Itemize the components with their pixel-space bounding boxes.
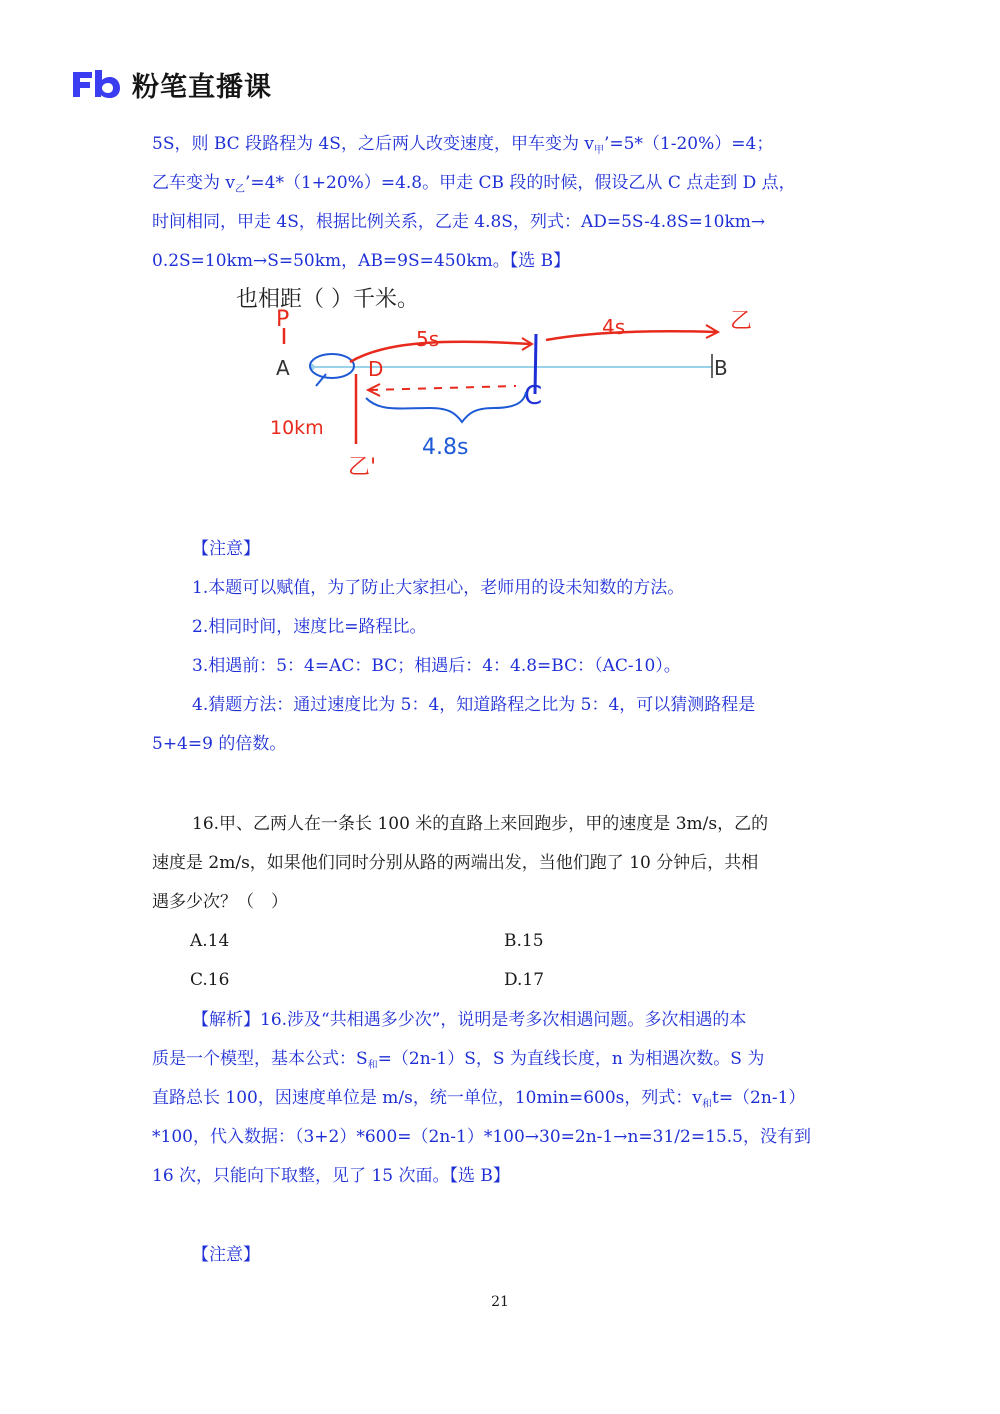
- label-yi-prime: 乙': [348, 455, 377, 480]
- distance-diagram: [230, 282, 770, 492]
- solution-line-3: 时间相同，甲走 4S，根据比例关系，乙走 4.8S，列式：AD=5S-4.8S=10km→: [152, 212, 766, 232]
- notes1-item-4: 4.猜题方法：通过速度比为 5：4，知道路程之比为 5：4，可以猜测路程是: [192, 695, 756, 715]
- label-10km: 10km: [270, 417, 324, 439]
- solution-line-1: 5S，则 BC 段路程为 4S，之后两人改变速度，甲车变为 $v_甲’=5*(1-20\%)=4$；: [152, 134, 774, 156]
- label-yi-top: 乙: [730, 309, 753, 334]
- option-d: D.17: [504, 970, 545, 990]
- point-d-label: D: [368, 357, 384, 381]
- point-a-label: A: [276, 356, 290, 380]
- analysis16-line-4: *100，代入数据：（3+2）*600=（2n-1）*100→30=2n-1→n=31/2=15.5，没有到: [152, 1127, 811, 1147]
- option-b: B.15: [504, 931, 544, 951]
- solution-line-4: 0.2S=10km→S=50km，AB=9S=450km。【选 B】: [152, 251, 571, 271]
- fb-logo-icon: [70, 68, 122, 100]
- diagram-caption: 也相距（ ）千米。: [236, 287, 419, 312]
- question16-line-3: 遇多少次？（ ）: [152, 892, 288, 912]
- analysis16-line-1: 【解析】16.涉及“共相遇多少次”，说明是考多次相遇问题。多次相遇的本: [192, 1010, 747, 1030]
- notes1-item-2: 2.相同时间，速度比=路程比。: [192, 617, 427, 637]
- analysis16-line-2: 质是一个模型，基本公式：$S_和=(2n-1)S$，S 为直线长度，n 为相遇次数。S 为: [152, 1049, 765, 1071]
- label-48s: 4.8s: [422, 435, 469, 460]
- notes1-item-1: 1.本题可以赋值，为了防止大家担心，老师用的设未知数的方法。: [192, 578, 685, 598]
- label-p: P: [276, 307, 290, 332]
- analysis16-line-5: 16 次，只能向下取整，见了 15 次面。【选 B】: [152, 1166, 510, 1186]
- notes1-item-3: 3.相遇前：5：4=AC：BC；相遇后：4：4.8=BC：（AC-10）。: [192, 656, 681, 676]
- option-c: C.16: [190, 970, 230, 990]
- label-5s: 5s: [416, 327, 440, 351]
- page-number: 21: [491, 1294, 509, 1310]
- question16-line-2: 速度是 2m/s，如果他们同时分别从路的两端出发，当他们跑了 10 分钟后，共相: [152, 853, 759, 873]
- point-b-label: B: [714, 356, 728, 380]
- notes1-item-4-cont: 5+4=9 的倍数。: [152, 734, 287, 754]
- label-4s: 4s: [602, 315, 626, 339]
- brand-name: 粉笔直播课: [132, 71, 272, 103]
- solution-line-2: 乙车变为 $v_乙’=4*(1+20\%)=4.8$。甲走 CB 段的时候，假设乙从 C 点走到 D 点，: [152, 173, 796, 195]
- option-a: A.14: [190, 931, 230, 951]
- notes2-title: 【注意】: [192, 1245, 260, 1265]
- point-c-label: C: [524, 381, 543, 411]
- notes1-title: 【注意】: [192, 539, 260, 559]
- question16-line-1: 16.甲、乙两人在一条长 100 米的直路上来回跑步，甲的速度是 3m/s，乙的: [192, 814, 769, 834]
- analysis16-line-3: 直路总长 100，因速度单位是 m/s，统一单位，10min=600s，列式：$v_和t=(2n-1)$: [152, 1088, 806, 1110]
- brand-logo: [70, 66, 272, 102]
